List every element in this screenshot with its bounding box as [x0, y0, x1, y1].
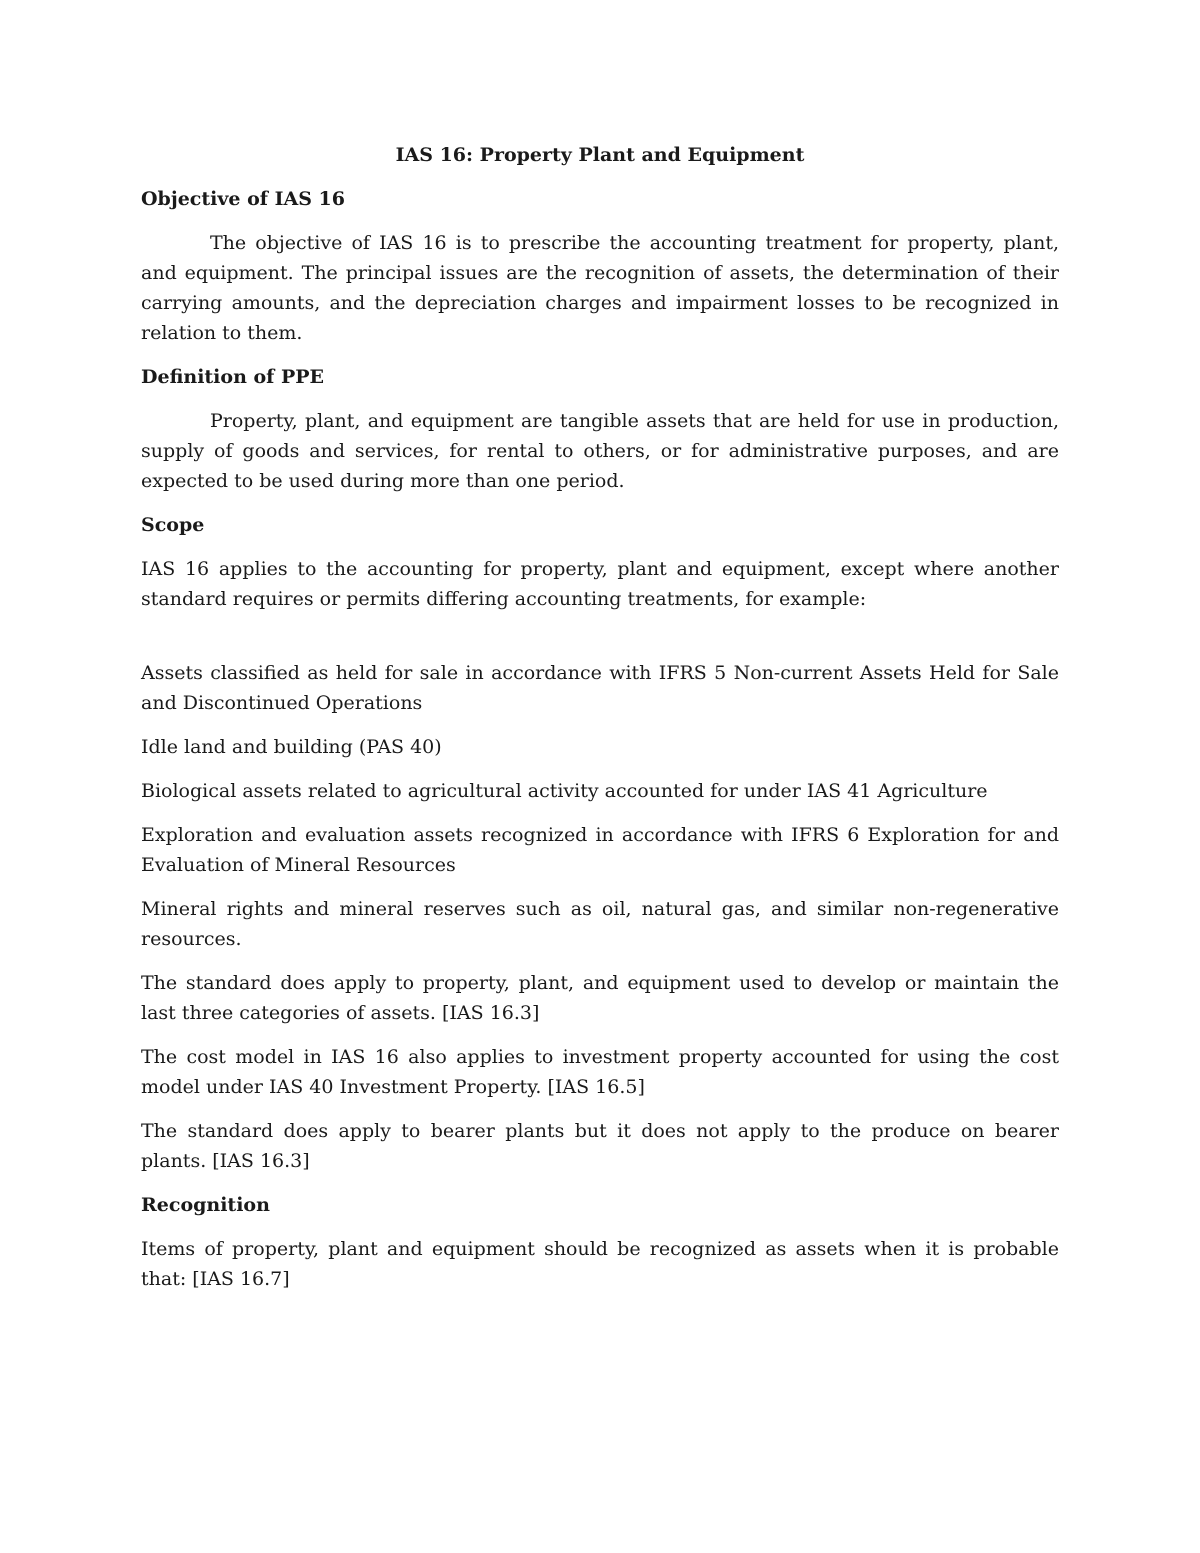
scope-item: Assets classified as held for sale in accordance with IFRS 5 Non-current Assets Held for Sale and Discontinued Operations — [141, 662, 1059, 714]
recognition-heading: Recognition — [141, 1194, 270, 1216]
document-title: IAS 16: Property Plant and Equipment — [395, 144, 805, 166]
objective-heading: Objective of IAS 16 — [141, 188, 345, 210]
scope-item: The standard does apply to bearer plants but it does not apply to the produce on bearer plants. [IAS 16.3] — [141, 1120, 1059, 1172]
scope-item: The standard does apply to property, plant, and equipment used to develop or maintain the last three categories of assets. [IAS 16.3] — [141, 972, 1059, 1024]
scope-heading: Scope — [141, 514, 205, 536]
scope-intro-paragraph: IAS 16 applies to the accounting for property, plant and equipment, except where another standard requires or permits differing accounting treatments, for example: — [141, 558, 1059, 610]
objective-paragraph: The objective of IAS 16 is to prescribe the accounting treatment for property, plant, and equipment. The principal issues are the recognition of assets, the determination of their carrying amounts, and the depreciation charges and impairment losses to be recognized in relation to them. — [141, 232, 1059, 344]
recognition-paragraph: Items of property, plant and equipment should be recognized as assets when it is probable that: [IAS 16.7] — [141, 1238, 1059, 1290]
scope-item: Idle land and building (PAS 40) — [141, 736, 442, 758]
definition-heading: Definition of PPE — [141, 366, 325, 388]
scope-item: Mineral rights and mineral reserves such as oil, natural gas, and similar non-regenerative resources. — [141, 898, 1059, 950]
scope-item: Biological assets related to agricultural activity accounted for under IAS 41 Agriculture — [141, 780, 988, 802]
scope-item: The cost model in IAS 16 also applies to investment property accounted for using the cost model under IAS 40 Investment Property. [IAS 16.5] — [141, 1046, 1059, 1098]
definition-paragraph: Property, plant, and equipment are tangible assets that are held for use in production, supply of goods and services, for rental to others, or for administrative purposes, and are expected to be used during more than one period. — [141, 410, 1059, 492]
scope-item: Exploration and evaluation assets recognized in accordance with IFRS 6 Exploration for and Evaluation of Mineral Resources — [141, 824, 1059, 876]
document-body — [141, 140, 1059, 1308]
